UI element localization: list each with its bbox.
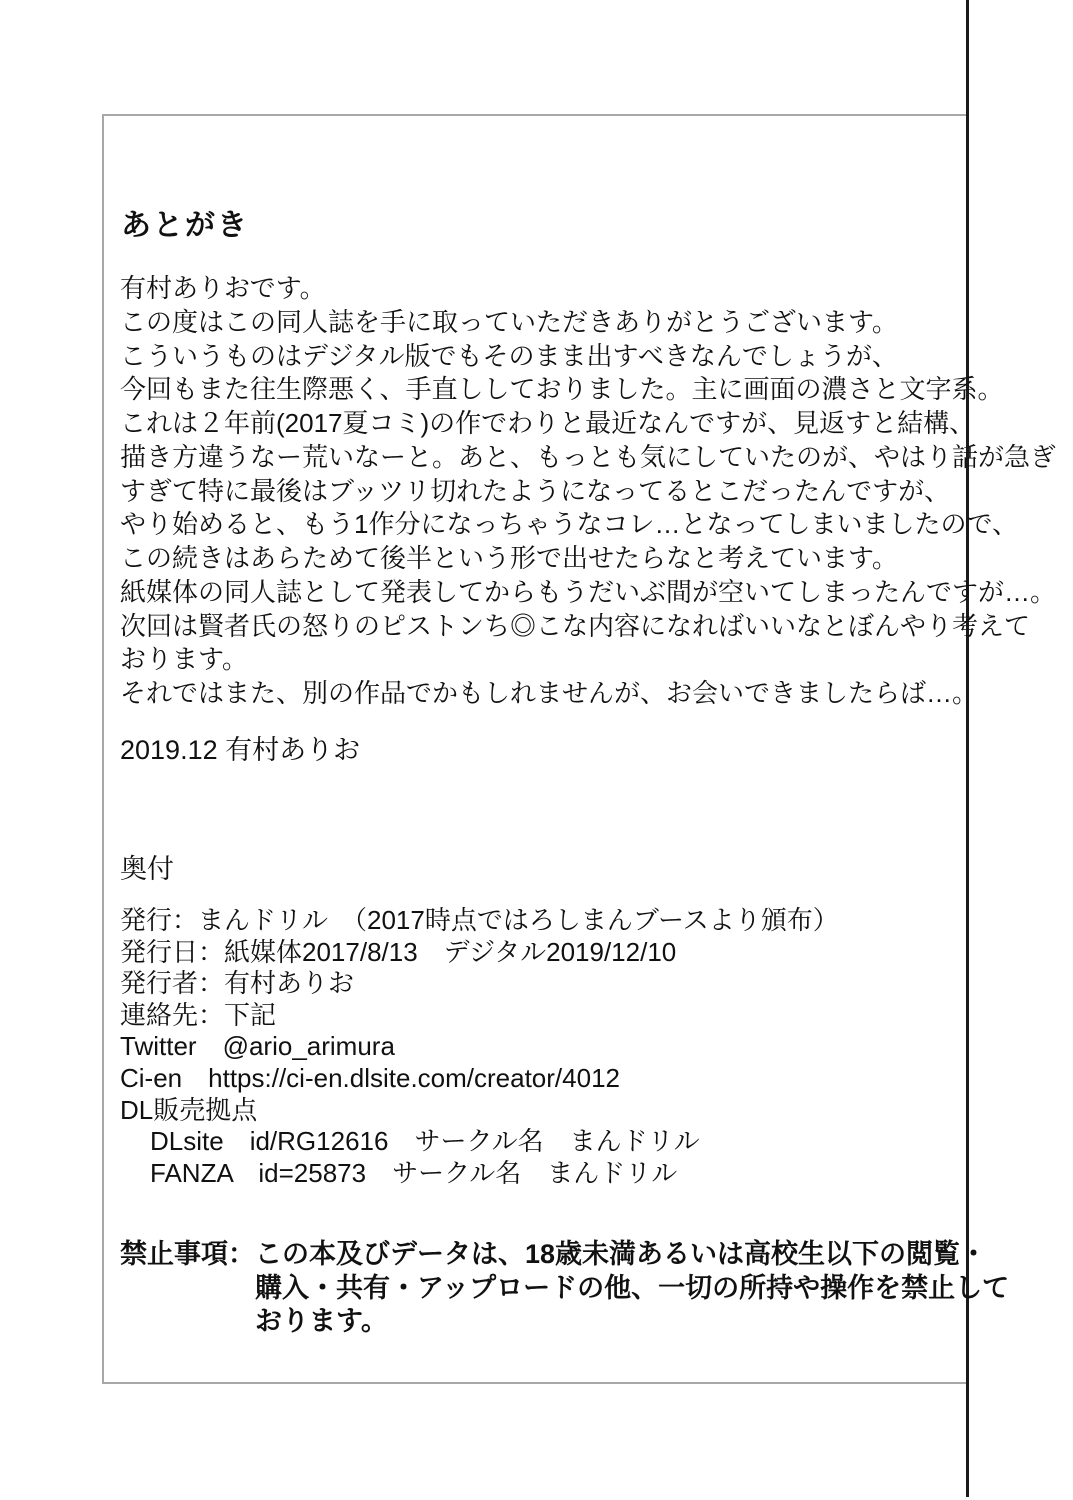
prohibition-line: 購入・共有・アップロードの他、一切の所持や操作を禁止して [255, 1272, 1010, 1303]
colophon-line-dl-shops: DL販売拠点 [120, 1094, 258, 1125]
colophon-line-fanza: FANZA id=25873 サークル名 まんドリル [150, 1157, 678, 1188]
colophon-line-publisher: 発行：まんドリル （2017時点ではろしまんブースより頒布） [120, 905, 839, 935]
prohibition-label: 禁止事項： [120, 1239, 255, 1269]
prohibition-text [255, 1238, 1009, 1339]
colophon-block [120, 905, 839, 1189]
colophon-line-ci-en-url: Ci-en https://ci-en.dlsite.com/creator/4012 [120, 1062, 620, 1093]
colophon-line-dlsite: DLsite id/RG12616 サークル名 まんドリル [150, 1126, 700, 1157]
prohibition-line: おります。 [255, 1306, 388, 1336]
afterword-line: こういうものはデジタル版でもそのまま出すべきなんでしょうが、 [120, 340, 898, 371]
afterword-line: この度はこの同人誌を手に取っていただきありがとうございます。 [120, 306, 898, 337]
afterword-line: 次回は賢者氏の怒りのピストンち◎こな内容になればいいなとぼんやり考えて [120, 610, 1031, 641]
colophon-line-author: 発行者：有村ありお [120, 968, 355, 999]
afterword-line: おります。 [120, 644, 248, 675]
colophon-title: 奥付 [120, 854, 174, 884]
afterword-line: 描き方違うなー荒いなーと。あと、もっとも気にしていたのが、やはり話が急ぎ [120, 441, 1057, 472]
afterword-line: 紙媒体の同人誌として発表してからもうだいぶ間が空いてしまったんですが…。 [120, 576, 1057, 607]
afterword-line: この続きはあらためて後半という形で出せたらなと考えています。 [120, 543, 898, 573]
afterword-line: これは２年前(2017夏コミ)の作でわりと最近なんですが、見返すと結構、 [120, 408, 976, 438]
prohibition-line: この本及びデータは、18歳未満あるいは高校生以下の閲覧・ [255, 1239, 988, 1269]
afterword-signature: 2019.12 有村ありお [120, 735, 361, 765]
afterword-line: 有村ありおです。 [120, 273, 326, 303]
afterword-line: 今回もまた往生際悪く、手直ししておりました。主に画面の濃さと文字系。 [120, 374, 1004, 405]
colophon-line-contact: 連絡先：下記 [120, 999, 277, 1030]
afterword-paragraph [120, 272, 1056, 711]
prohibition-notice [120, 1238, 1009, 1339]
afterword-line: やり始めると、もう1作分になっちゃうなコレ…となってしまいましたので、 [120, 509, 1018, 540]
colophon-line-twitter: Twitter @ario_arimura [120, 1031, 395, 1062]
afterword-line: すぎて特に最後はブッツリ切れたようになってるとこだったんですが、 [120, 475, 951, 506]
afterword-title: あとがき [121, 209, 249, 242]
afterword-line: それではまた、別の作品でかもしれませんが、お会いできましたらば…。 [120, 678, 979, 708]
colophon-line-publish-date: 発行日：紙媒体2017/8/13 デジタル2019/12/10 [120, 936, 677, 967]
